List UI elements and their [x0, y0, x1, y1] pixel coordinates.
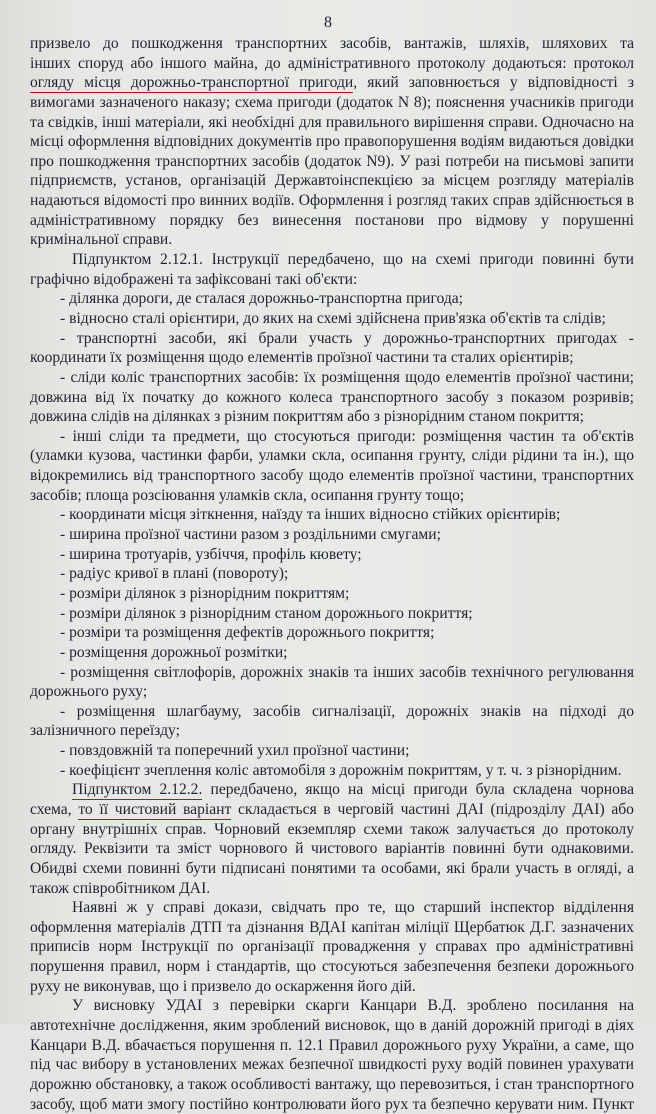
- text-line: - розміри ділянок з різнорідним станом дорожнього покриття;: [60, 604, 473, 622]
- text-line: (уламки кузова, частинки фарби, уламки скла, осипання грунту, сліди рідини та ін.), що: [30, 447, 634, 465]
- text-line: залізничного переїзду;: [30, 722, 180, 740]
- text-line: - розміщення світлофорів, дорожніх знаків та інших засобів технічного регулювання: [60, 663, 634, 681]
- text-line: приписів норм Інструкції по організації провадження у справах про адміністративні: [30, 938, 634, 956]
- text-line: - ділянка дороги, де сталася дорожньо-транспортна пригода;: [60, 290, 464, 308]
- text-line: - транспортні засоби, які брали участь у дорожньо-транспортних пригодах -: [60, 329, 634, 347]
- text-line: - повздовжній та поперечний ухил проїзної частини;: [60, 742, 410, 760]
- text-line: та свідків, інші матеріали, які необхідні для правильного вирішення справи. Одночасно на: [30, 113, 634, 131]
- text-line: порушення правил, норм і стандартів, що стосуються забезпечення безпеки дорожнього: [30, 958, 634, 976]
- text-line: інших споруд або іншого майна, до адміністративного протоколу додаються: протокол: [30, 54, 634, 74]
- text-line: місці оформлення відповідних документів про правопорушення водіям видаються довідки: [30, 133, 634, 151]
- text-line: довжина слідів на ділянках з різним покриттям або з різнорідним станом покриття;: [30, 408, 585, 426]
- underlined-phrase: Підпунктом 2.12.2.: [72, 781, 202, 800]
- text-line: - розміщення шлагбауму, засобів сигналізації, дорожніх знаків на підході до: [60, 702, 634, 720]
- text-line: - ширина проїзної частини разом з роздільними смугами;: [60, 526, 441, 544]
- text-line: - розміри ділянок з різнорідним покриттям;: [60, 584, 350, 602]
- text-line: Наявні ж у справі докази, свідчать про те, що старший інспектор відділення: [72, 899, 634, 917]
- text-line: надаються відомості про винних водіїв. Оформлення і розгляд таких справ здійснюється в: [30, 192, 634, 210]
- text-line: У висновку УДАІ з перевірки скарги Канцари В.Д. зроблено посилання на: [72, 997, 634, 1015]
- underlined-phrase: не виконував, що і призвело до оскарження його дій.: [64, 978, 415, 997]
- text-line: - розміри та розміщення дефектів дорожнього покриття;: [60, 624, 435, 642]
- underlined-phrase: додаються: протокол: [493, 55, 634, 74]
- text-line: Підпунктом 2.12.2. передбачено, якщо на місці пригоди була складена чорнова: [30, 780, 634, 800]
- text-line: засобу, щоб мати змогу постійно контролювати його рух та безпечно керувати ним. Пункт: [30, 1095, 634, 1113]
- text-line: - координати місця зіткнення, наїзду та інших відносно стійких орієнтирів;: [60, 506, 561, 524]
- text-line: координати їх розміщення щодо елементів проїзної частини та сталих орієнтирів;: [30, 349, 574, 367]
- text-line: - відносно сталі орієнтири, до яких на схемі здійснена прив'язка об'єктів та слідів;: [60, 309, 606, 327]
- text-line: під час вибору в установлених межах безпечної швидкості руху водій повинен урахувати: [30, 1056, 634, 1074]
- text-line: огляду. Реквізити та зміст чорнового й чистового варіантів повинні бути однаковими.: [30, 840, 634, 858]
- text-line: кримінальної справи.: [30, 231, 173, 249]
- text-line: Обидві схеми повинні бути підписані понятими та особами, які брали участь в огляді, а: [30, 859, 634, 877]
- text-line: довжина від їх початку до кожного колеса транспортного засобу з показом розривів;: [30, 388, 634, 406]
- body-text: [30, 34, 634, 1114]
- text-line: підприємств, установ, організацій Державтоінспекцією за місцем розгляду матеріалів: [30, 172, 634, 190]
- underlined-phrase: графічно відображені: [30, 271, 174, 290]
- text-line: схема, то її чистовий варіант складається в черговій частині ДАІ (підрозділу ДАІ) або: [30, 800, 634, 820]
- text-line: також співробітником ДАІ.: [30, 879, 211, 897]
- text-line: відокремились від транспортного засобу щодо елементів проїзної частини, транспортних: [30, 467, 634, 485]
- text-line: призвело до пошкодження транспортних засобів, вантажів, шляхів, шляхових та: [30, 35, 634, 52]
- text-line: - сліди коліс транспортних засобів: їх розміщення щодо елементів проїзної частини;: [60, 368, 634, 386]
- text-line: Підпунктом 2.12.1. Інструкції передбачено, що на схемі пригоди повинні бути: [72, 251, 634, 269]
- text-line: засобів; площа розсіювання уламків скла, осипання грунту тощо;: [30, 486, 465, 504]
- text-line: - коефіцієнт зчеплення коліс автомобіля з дорожнім покриттям, у т. ч. з різнорідним.: [60, 761, 622, 779]
- text-line: графічно відображені та зафіксовані такі об'єкти:: [30, 270, 634, 290]
- text-line: - радіус кривої в плані (повороту);: [60, 565, 289, 583]
- text-line: - інші сліди та предмети, що стосуються пригоди: розміщення частин та об'єктів: [60, 427, 634, 445]
- underlined-phrase: огляду місця дорожньо-транспортної пригоди: [30, 74, 353, 93]
- page-number: 8: [324, 14, 332, 31]
- underlined-phrase: то її чистовий варіант: [78, 801, 231, 820]
- text-line: руху не виконував, що і призвело до оскарження його дій.: [30, 977, 634, 997]
- text-line: автотехнічне дослідження, яким зроблений висновок, що в даній дорожній пригоді в діях: [30, 1017, 634, 1035]
- text-line: органу внутрішніх справ. Чорновий екземпляр схеми також залучається до протоколу: [30, 820, 634, 838]
- text-line: про пошкодження транспортних засобів (додаток N9). У разі потреби на письмові запити: [30, 152, 634, 170]
- text-line: - ширина тротуарів, узбіччя, профіль кювету;: [60, 545, 362, 563]
- text-line: огляду місця дорожньо-транспортної пригоди, який заповнюється у відповідності з: [30, 73, 634, 93]
- text-line: оформлення матеріалів ДТП та дізнання ВДАІ капітан міліції Щербатюк Д.Г. зазначених: [30, 918, 634, 936]
- text-line: - розміщення дорожньої розмітки;: [60, 643, 288, 661]
- text-line: адміністративному порядку без винесення постанови про відмову у порушенні: [30, 211, 634, 229]
- text-line: вимогами зазначеного наказу; схема пригоди (додаток N 8); пояснення учасників пригоди: [30, 93, 634, 111]
- text-line: Канцари В.Д. вбачається порушення п. 12.1 Правил дорожнього руху України, а саме, що: [30, 1036, 634, 1054]
- text-line: дорожню обстановку, а також особливості вантажу, що перевозиться, і стан транспортного: [30, 1075, 634, 1093]
- text-line: дорожнього руху;: [30, 683, 148, 701]
